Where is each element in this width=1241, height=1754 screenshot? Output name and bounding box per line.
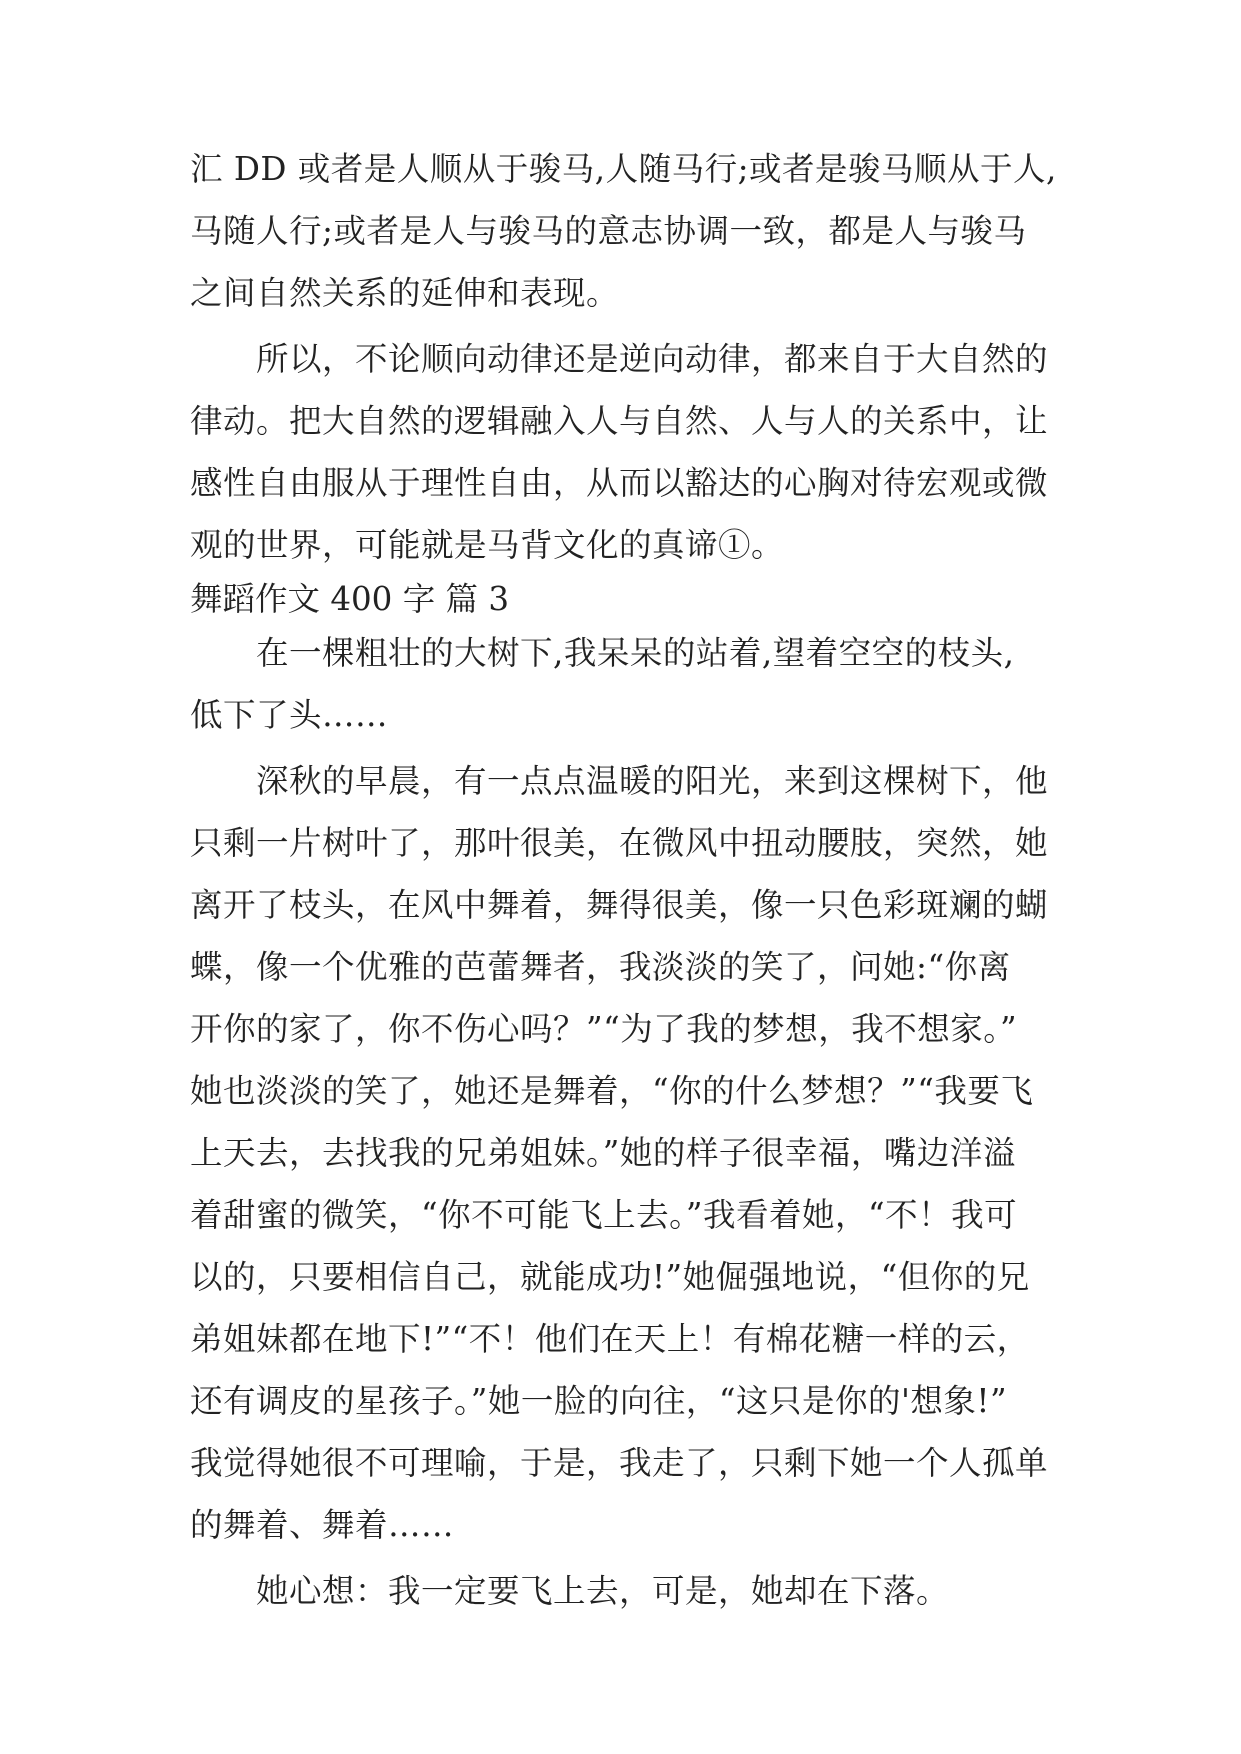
text-line: 的舞着、舞着……	[190, 1506, 455, 1544]
paragraph-first-line: 在一棵粗壮的大树下,我呆呆的站着,望着空空的枝头,	[256, 634, 1015, 672]
text-line: 之间自然关系的延伸和表现。	[190, 274, 620, 312]
text-line: 只剩一片树叶了，那叶很美，在微风中扭动腰肢，突然，她	[190, 824, 1049, 862]
paragraph-first-line: 深秋的早晨，有一点点温暖的阳光，来到这棵树下，他	[256, 762, 1049, 800]
section-heading: 舞蹈作文 400 字 篇 3	[190, 580, 510, 618]
text-line: 还有调皮的星孩子。”她一脸的向往，“这只是你的'想象!”	[190, 1382, 1008, 1420]
text-line: 观的世界，可能就是马背文化的真谛①。	[190, 526, 785, 564]
text-line: 着甜蜜的微笑，“你不可能飞上去。”我看着她，“不！我可	[190, 1196, 1018, 1234]
text-line: 弟姐妹都在地下!”“不！他们在天上！有棉花糖一样的云，	[190, 1320, 1030, 1358]
text-line: 感性自由服从于理性自由，从而以豁达的心胸对待宏观或微	[190, 464, 1049, 502]
text-line: 我觉得她很不可理喻，于是，我走了，只剩下她一个人孤单	[190, 1444, 1049, 1482]
paragraph-first-line: 所以，不论顺向动律还是逆向动律，都来自于大自然的	[256, 340, 1049, 378]
text-line: 上天去，去找我的兄弟姐妹。”她的样子很幸福，嘴边洋溢	[190, 1134, 1016, 1172]
text-line: 她也淡淡的笑了，她还是舞着，“你的什么梦想？”“我要飞	[190, 1072, 1034, 1110]
text-line: 马随人行;或者是人与骏马的意志协调一致，都是人与骏马	[190, 212, 1027, 250]
text-line: 律动。把大自然的逻辑融入人与自然、人与人的关系中，让	[190, 402, 1049, 440]
text-line: 汇 DD 或者是人顺从于骏马,人随马行;或者是骏马顺从于人,	[190, 150, 1057, 188]
text-line: 开你的家了，你不伤心吗？”“为了我的梦想，我不想家。”	[190, 1010, 1018, 1048]
text-line: 以的，只要相信自己，就能成功!”她倔强地说，“但你的兄	[190, 1258, 1030, 1296]
text-line: 离开了枝头，在风中舞着，舞得很美，像一只色彩斑斓的蝴	[190, 886, 1049, 924]
paragraph-first-line: 她心想：我一定要飞上去，可是，她却在下落。	[256, 1572, 950, 1610]
text-line: 低下了头……	[190, 696, 389, 734]
text-line: 蝶，像一个优雅的芭蕾舞者，我淡淡的笑了，问她:“你离	[190, 948, 1011, 986]
